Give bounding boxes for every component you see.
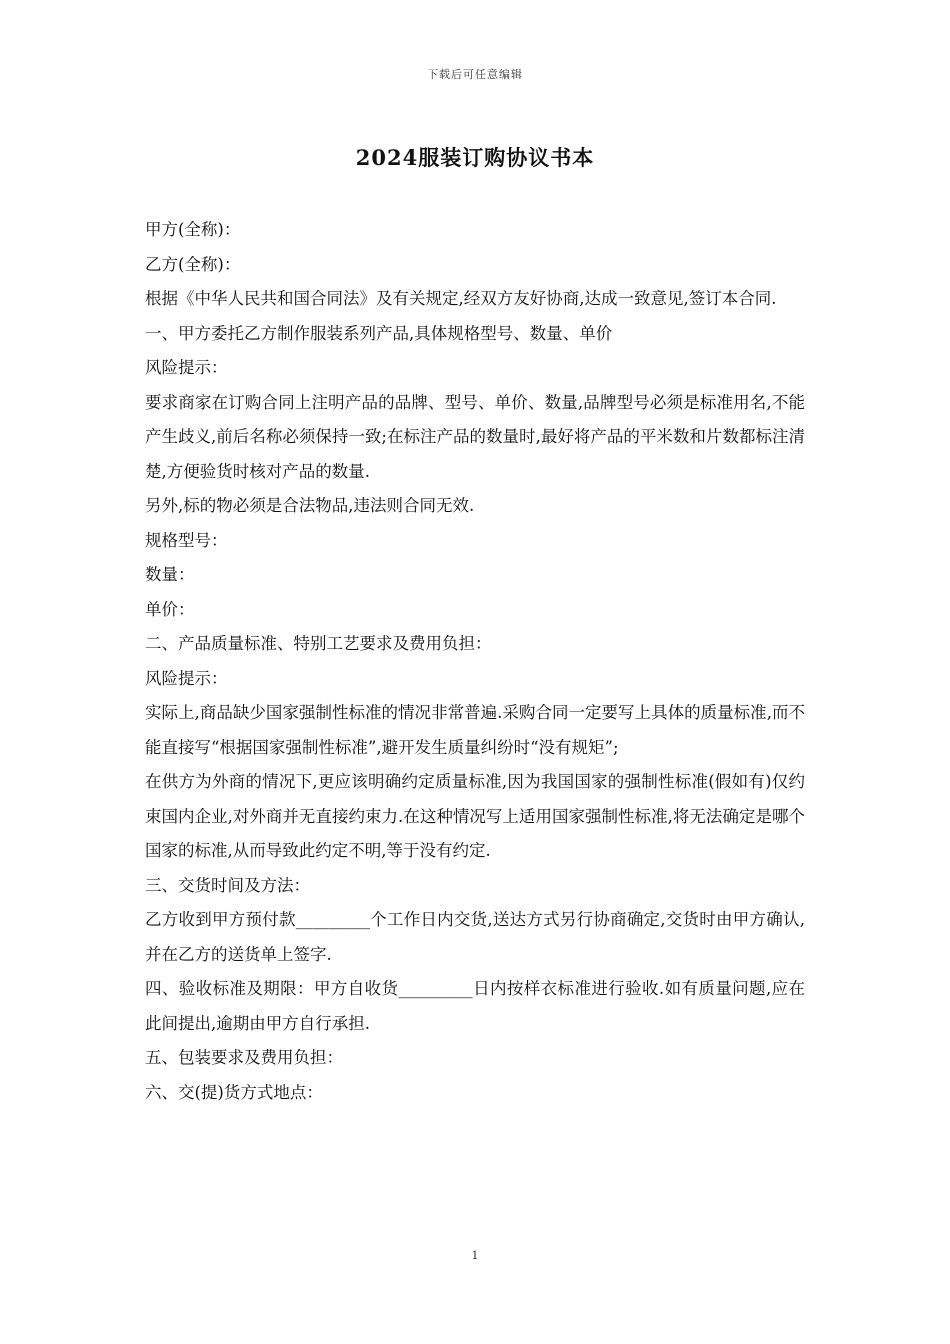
document-body: [145, 213, 805, 1110]
header-note: 下载后可任意编辑: [427, 68, 523, 81]
section-6-heading: 六、交(提)货方式地点：: [145, 1082, 323, 1102]
section-3-heading: 三、交货时间及方法：: [145, 875, 310, 895]
foreign-supplier-paragraph: 在供方为外商的情况下,更应该明确约定质量标准,因为我国国家的强制性标准(假如有)仅约束国内企业,对外商并无直接约束力.在这种情况写上适用国家强制性标准,将无法确定是哪个国家的标准,从而导致此约定不明,等于没有约定.: [145, 772, 805, 860]
legality-paragraph: 另外,标的物必须是合法物品,违法则合同无效.: [145, 496, 475, 515]
risk-notice-label: 风险提示：: [145, 358, 228, 377]
section-2-heading: 二、产品质量标准、特别工艺要求及费用负担：: [145, 634, 492, 653]
unit-price-field: 单价：: [145, 599, 195, 619]
risk-notice-label: 风险提示：: [145, 668, 228, 688]
document-title: 2024服装订购协议书本: [355, 145, 595, 170]
risk-notice-paragraph: 要求商家在订购合同上注明产品的品牌、型号、单价、数量,品牌型号必须是标准用名,不能产生歧义,前后名称必须保持一致;在标注产品的数量时,最好将产品的平米数和片数都标注清楚,方便验货时核对产品的数量.: [145, 392, 805, 481]
quality-standard-paragraph: 实际上,商品缺少国家强制性标准的情况非常普遍.采购合同一定要写上具体的质量标准,而不能直接写“根据国家强制性标准”,避开发生质量纠纷时“没有规矩”;: [145, 703, 805, 757]
section-5-heading: 五、包装要求及费用负担：: [145, 1048, 343, 1067]
party-b-line: 乙方(全称)：: [145, 254, 241, 274]
spec-model-field: 规格型号：: [145, 530, 228, 550]
section-4-paragraph: 四、验收标准及期限：甲方自收货_________日内按样衣标准进行验收.如有质量问题,应在此间提出,逾期由甲方自行承担.: [145, 979, 805, 1033]
quantity-field: 数量：: [145, 565, 195, 584]
page-number: 1: [471, 1249, 479, 1262]
preamble-paragraph: 根据《中华人民共和国合同法》及有关规定,经双方友好协商,达成一致意见,签订本合同.: [145, 289, 777, 308]
party-a-line: 甲方(全称)：: [145, 220, 241, 239]
delivery-paragraph: 乙方收到甲方预付款_________个工作日内交货,送达方式另行协商确定,交货时由甲方确认,并在乙方的送货单上签字.: [145, 910, 805, 964]
section-1-heading: 一、甲方委托乙方制作服装系列产品,具体规格型号、数量、单价: [145, 323, 613, 343]
